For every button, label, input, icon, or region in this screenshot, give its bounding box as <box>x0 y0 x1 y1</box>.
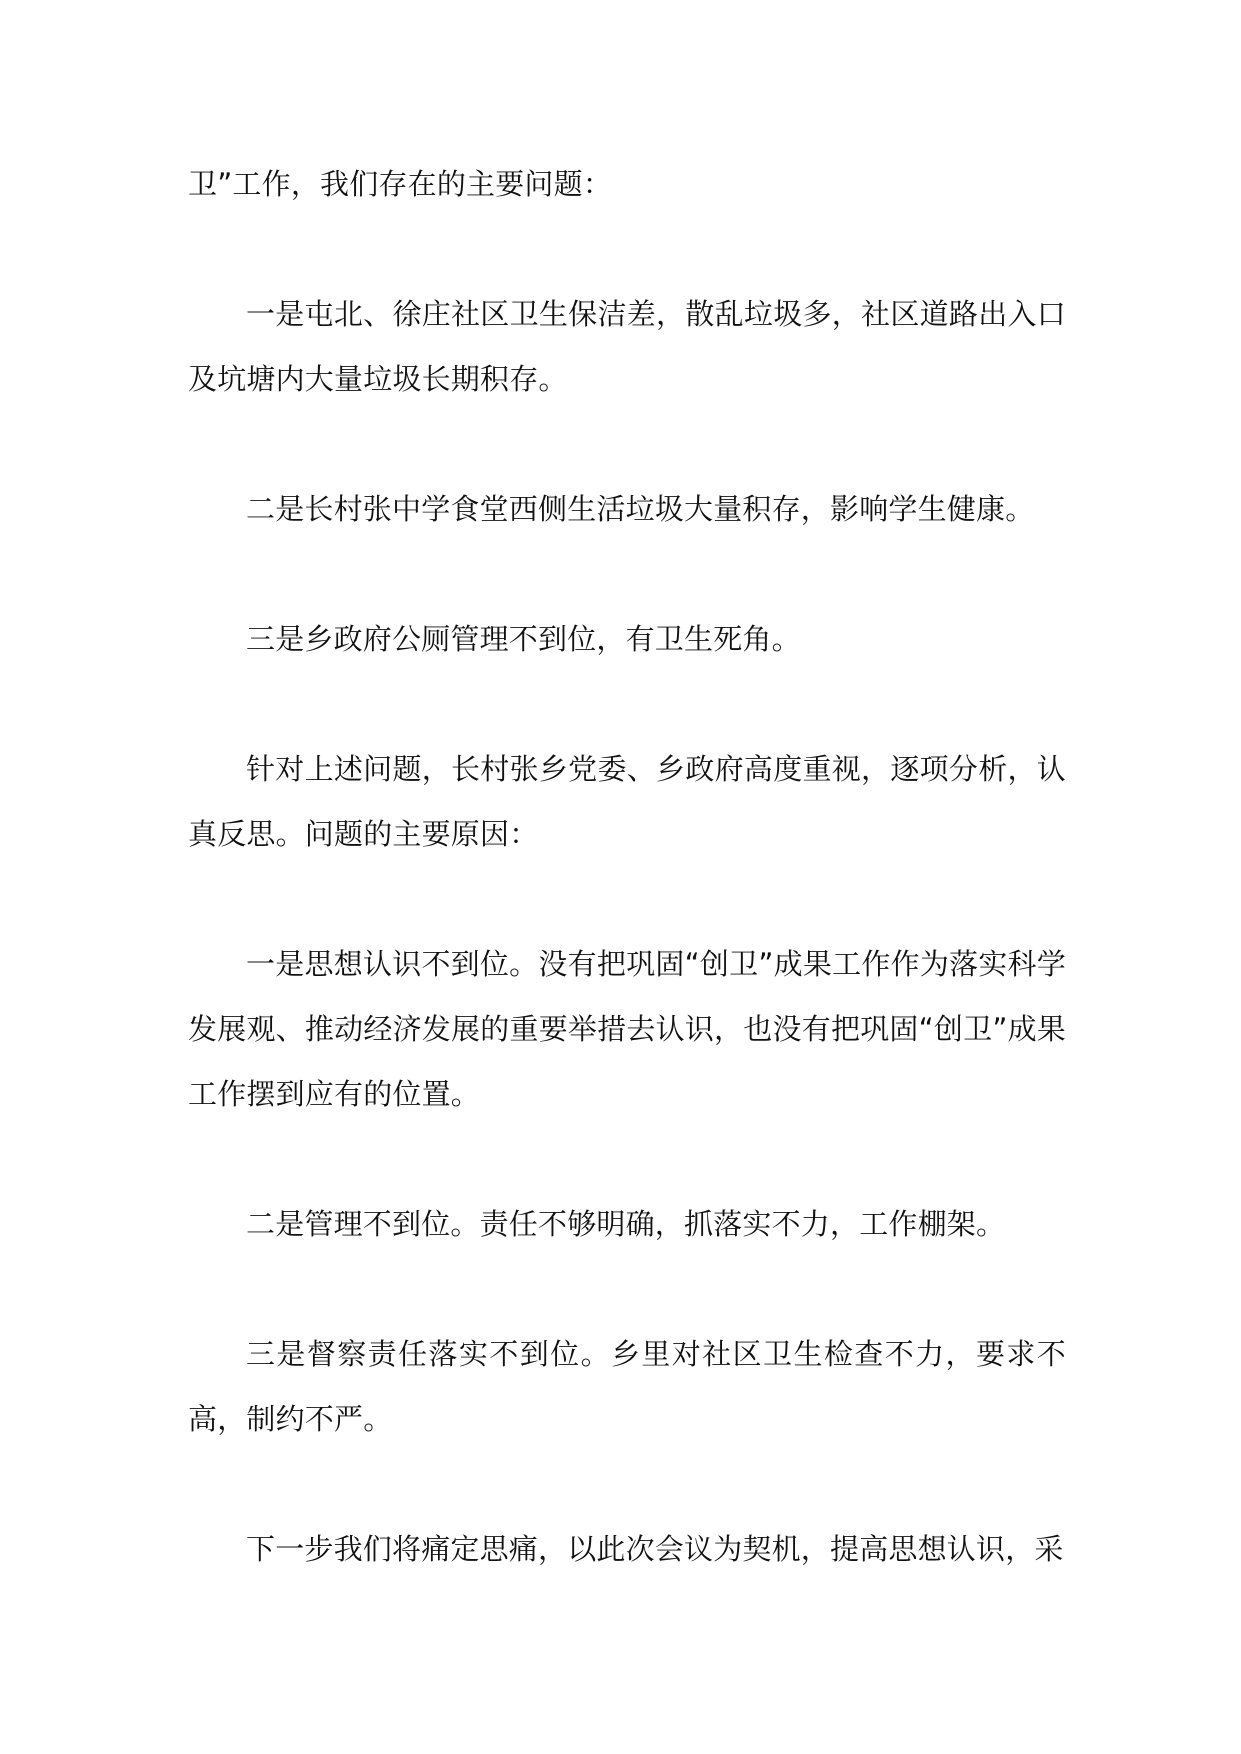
paragraph-cause-3: 三是督察责任落实不到位。乡里对社区卫生检查不力，要求不高，制约不严。 <box>188 1337 1066 1436</box>
paragraph-cause-2: 二是管理不到位。责任不够明确，抓落实不力，工作棚架。 <box>246 1207 1006 1241</box>
paragraph-cause-1: 一是思想认识不到位。没有把巩固“创卫”成果工作作为落实科学发展观、推动经济发展的重要举措去认识，也没有把巩固“创卫”成果工作摆到应有的位置。 <box>188 947 1066 1111</box>
document-body <box>188 152 1066 1582</box>
paragraph-continuation: 卫”工作，我们存在的主要问题： <box>188 167 613 201</box>
paragraph-problem-1: 一是屯北、徐庄社区卫生保洁差，散乱垃圾多，社区道路出入口及坑塘内大量垃圾长期积存。 <box>188 297 1066 396</box>
paragraph-analysis-intro: 针对上述问题，长村张乡党委、乡政府高度重视，逐项分析，认真反思。问题的主要原因： <box>188 752 1066 851</box>
paragraph-problem-3: 三是乡政府公厕管理不到位，有卫生死角。 <box>246 622 801 656</box>
paragraph-problem-2: 二是长村张中学食堂西侧生活垃圾大量积存，影响学生健康。 <box>246 492 1035 526</box>
paragraph-next-steps: 下一步我们将痛定思痛，以此次会议为契机，提高思想认识，采 <box>246 1532 1064 1566</box>
